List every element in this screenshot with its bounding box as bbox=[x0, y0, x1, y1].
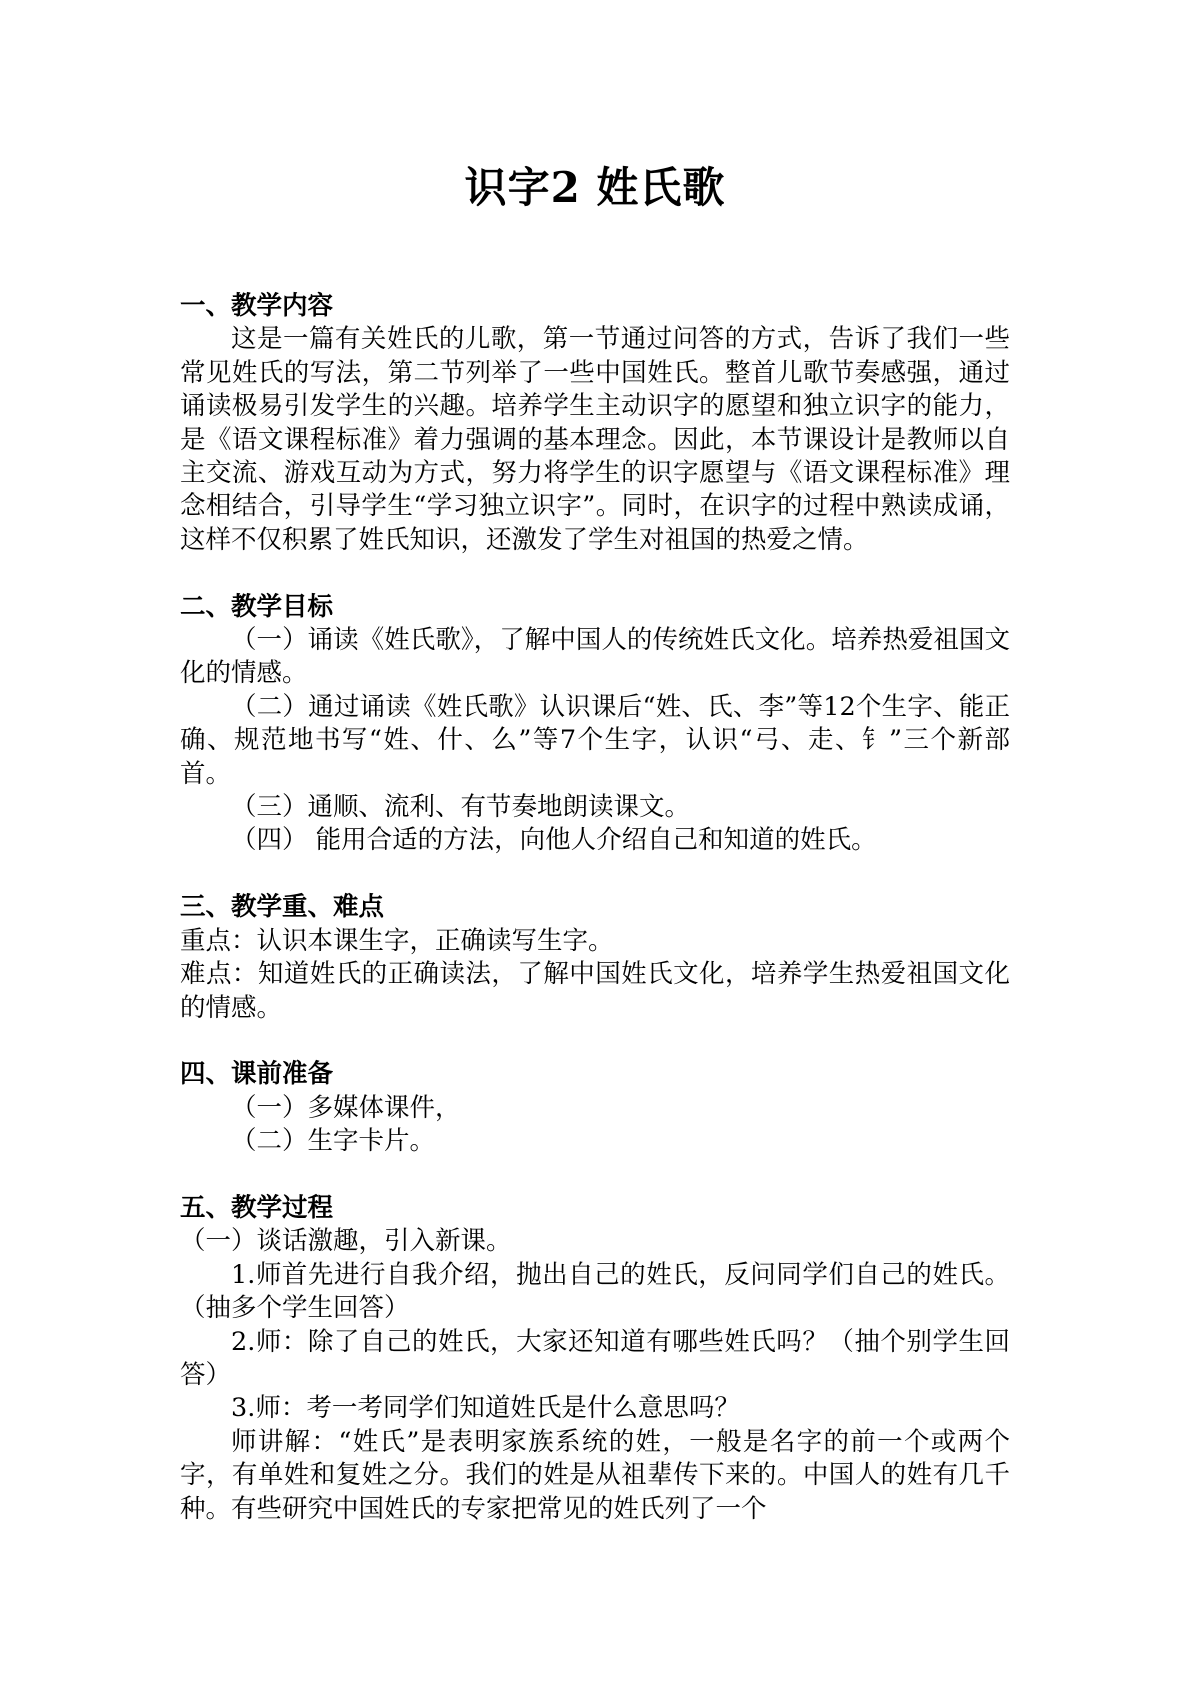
section-heading-process: 五、教学过程 bbox=[180, 1192, 334, 1223]
section-heading-preparation: 四、课前准备 bbox=[180, 1059, 334, 1090]
section-heading-content: 一、教学内容 bbox=[180, 291, 334, 321]
paragraph: （一）谈话激趣，引入新课。 bbox=[180, 1226, 512, 1257]
spacer bbox=[180, 557, 1010, 590]
section-heading-objectives: 二、教学目标 bbox=[180, 591, 334, 622]
paragraph: （二）通过诵读《姓氏歌》认识课后“姓、氏、李”等12个生字、能正确、规范地书写“姓、什、么”等7个生字，认识“弓、走、钅”三个新部首。 bbox=[180, 691, 1010, 789]
paragraph: （一）诵读《姓氏歌》，了解中国人的传统姓氏文化。培养热爱祖国文化的情感。 bbox=[180, 625, 1010, 689]
spacer bbox=[180, 858, 1010, 891]
paragraph: 1.师首先进行自我介绍，抛出自己的姓氏，反问同学们自己的姓氏。（抽多个学生回答） bbox=[180, 1259, 1010, 1324]
paragraph: （四） 能用合适的方法，向他人介绍自己和知道的姓氏。 bbox=[231, 825, 877, 856]
section-heading-key-points: 三、教学重、难点 bbox=[180, 892, 385, 923]
spacer bbox=[180, 1159, 1010, 1192]
paragraph: （三）通顺、流利、有节奏地朗读课文。 bbox=[231, 792, 691, 823]
paragraph: 这是一篇有关姓氏的儿歌，第一节通过问答的方式，告诉了我们一些常见姓氏的写法，第二节列举了一些中国姓氏。整首儿歌节奏感强，通过诵读极易引发学生的兴趣。培养学生主动识字的愿望和独立识字的能力，是《语文课程标准》着力强调的基本理念。因此，本节课设计是教师以自主交流、游戏互动为方式，努力将学生的识字愿望与《语文课程标准》理念相结合，引导学生“学习独立识字”。同时，在识字的过程中熟读成诵，这样不仅积累了姓氏知识，还激发了学生对祖国的热爱之情。 bbox=[180, 324, 1010, 555]
document-title: 识字2 姓氏歌 bbox=[464, 163, 726, 212]
paragraph: （一）多媒体课件， bbox=[231, 1092, 461, 1123]
paragraph: 师讲解：“姓氏”是表明家族系统的姓，一般是名字的前一个或两个字，有单姓和复姓之分。我们的姓是从祖辈传下来的。中国人的姓有几千种。有些研究中国姓氏的专家把常见的姓氏列了一个 bbox=[180, 1426, 1010, 1524]
document-body bbox=[180, 290, 1010, 1526]
spacer bbox=[180, 1025, 1010, 1058]
paragraph: 重点：认识本课生字，正确读写生字。 bbox=[180, 925, 614, 956]
paragraph: 难点：知道姓氏的正确读法，了解中国姓氏文化，培养学生热爱祖国文化的情感。 bbox=[180, 959, 1010, 1023]
paragraph: （二）生字卡片。 bbox=[231, 1126, 436, 1157]
paragraph: 2.师：除了自己的姓氏，大家还知道有哪些姓氏吗？（抽个别学生回答） bbox=[180, 1326, 1010, 1390]
paragraph: 3.师：考一考同学们知道姓氏是什么意思吗？ bbox=[231, 1393, 740, 1424]
